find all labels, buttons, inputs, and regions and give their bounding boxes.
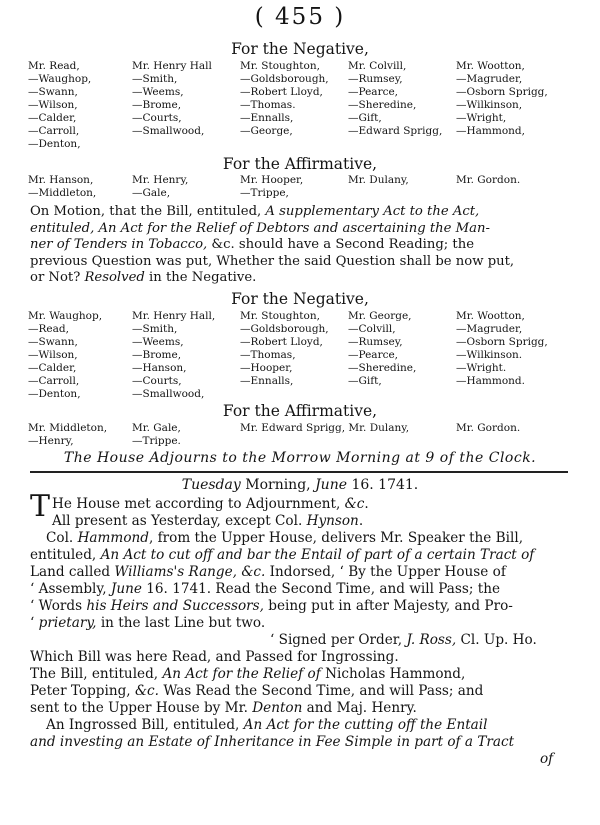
session-date-heading — [0, 476, 600, 494]
italic-run: A supplementary Act to the Act, — [265, 204, 480, 219]
italic-run: Williams's Range, &c. — [114, 564, 266, 580]
vote2-affirmative-heading: For the Affirmative, — [222, 402, 378, 420]
member-name: Mr. Edward Sprigg, Mr. Dulany, — [240, 422, 410, 434]
text-run: Col. — [46, 530, 78, 546]
text-line — [30, 615, 570, 632]
member-name: —Smallwood, — [132, 388, 205, 400]
text-line — [30, 496, 570, 513]
member-name: —George, — [240, 125, 293, 137]
vote2-aff-col-3 — [240, 422, 410, 448]
member-name: —Wilkinson. — [456, 349, 523, 361]
italic-run: of — [540, 751, 554, 767]
text-line — [30, 221, 570, 238]
text-run: and Maj. Henry. — [302, 700, 417, 716]
vote2-negative-heading: For the Negative, — [231, 290, 369, 308]
member-name: —Wright, — [456, 112, 507, 124]
text-line — [30, 734, 570, 751]
italic-run: his Heirs and Successors, — [86, 598, 264, 614]
text-line — [30, 632, 570, 649]
italic-run: &c — [344, 496, 365, 512]
member-name: Mr. Gordon. — [456, 422, 521, 434]
vote1-affirmative-list — [28, 174, 558, 200]
text-line — [30, 237, 570, 254]
text-run: . — [358, 513, 364, 529]
member-name: —Hammond. — [456, 375, 525, 387]
vote2-neg-col-5 — [456, 310, 558, 401]
member-name: —Carroll, — [28, 375, 80, 387]
vote1-neg-col-1 — [28, 60, 132, 151]
vote2-negative-list — [28, 310, 558, 401]
text-run: or Not? — [30, 270, 85, 285]
member-name: —Sheredine, — [348, 362, 417, 374]
member-name: Mr. Henry Hall, — [132, 310, 216, 322]
member-name: Mr. Wootton, — [456, 310, 525, 322]
member-name: —Pearce, — [348, 86, 399, 98]
session-text — [30, 496, 570, 768]
text-line — [30, 717, 570, 734]
text-run: Tuesday — [181, 477, 241, 493]
text-run: in the Negative. — [144, 270, 257, 285]
member-name: —Robert Lloyd, — [240, 336, 323, 348]
member-name: —Read, — [28, 323, 69, 335]
member-name: —Calder, — [28, 362, 77, 374]
member-name: —Denton, — [28, 138, 81, 150]
member-name: Mr. Middleton, — [28, 422, 108, 434]
member-name: Mr. Stoughton, — [240, 310, 320, 322]
text-run: 16. 1741. Read the Second Time, and will Pass; the — [141, 581, 500, 597]
member-name: Mr. Henry Hall — [132, 60, 212, 72]
member-name: —Wilkinson, — [456, 99, 523, 111]
member-name: Mr. Gordon. — [456, 174, 521, 186]
member-name: —Smith, — [132, 73, 178, 85]
text-run: The Bill, entituled, — [30, 666, 163, 682]
text-run: Was Read the Second Time, and will Pass; and — [159, 683, 484, 699]
text-run: An Ingrossed Bill, entituled, — [46, 717, 244, 733]
member-name: —Gift, — [348, 375, 382, 387]
text-run: &c. should have a Second Reading; the — [207, 237, 475, 252]
italic-run: An Act for the Relief of — [162, 666, 321, 682]
text-line — [30, 270, 570, 287]
text-line — [30, 683, 570, 700]
member-name: —Osborn Sprigg, — [456, 336, 548, 348]
vote2-aff-col-1 — [28, 422, 132, 448]
text-line — [30, 564, 570, 581]
vote2-neg-col-3 — [240, 310, 348, 401]
vote1-aff-col-5 — [456, 174, 558, 200]
text-run: Morning, — [240, 477, 316, 493]
vote1-neg-col-4 — [348, 60, 456, 151]
text-run: Nicholas Hammond, — [320, 666, 466, 682]
member-name: —Henry, — [28, 435, 74, 447]
text-line — [30, 598, 570, 615]
member-name: —Magruder, — [456, 323, 523, 335]
member-name: —Brome, — [132, 349, 182, 361]
italic-run: entituled, An Act for the Relief of Debtors and ascertaining the Man- — [30, 220, 490, 236]
member-name: Mr. Dulany, — [348, 174, 409, 186]
text-run: ‘ Assembly, — [30, 581, 111, 597]
member-name: —Wilson, — [28, 99, 78, 111]
italic-run: Hynson — [306, 513, 359, 529]
text-run: entituled, — [30, 547, 101, 563]
vote1-affirmative-heading: For the Affirmative, — [222, 155, 378, 173]
vote1-aff-col-2 — [132, 174, 240, 200]
member-name: Mr. George, — [348, 310, 412, 322]
italic-run: &c. — [134, 683, 159, 699]
member-name: Mr. Waughop, — [28, 310, 103, 322]
vote1-neg-col-2 — [132, 60, 240, 151]
member-name: —Gale, — [132, 187, 171, 199]
member-name: —Colvill, — [348, 323, 396, 335]
text-run: . — [364, 496, 369, 512]
member-name: Mr. Stoughton, — [240, 60, 320, 72]
text-run: ‘ Words — [30, 598, 87, 614]
text-run: On Motion, that the Bill, entituled, — [30, 204, 266, 219]
text-run: He House met according to Adjournment, — [52, 496, 345, 512]
member-name: —Osborn Sprigg, — [456, 86, 548, 98]
text-line — [30, 700, 570, 717]
member-name: Mr. Wootton, — [456, 60, 525, 72]
member-name: Mr. Hanson, — [28, 174, 94, 186]
member-name: —Carroll, — [28, 125, 80, 137]
member-name: —Courts, — [132, 375, 182, 387]
member-name: Mr. Henry, — [132, 174, 189, 186]
member-name: —Brome, — [132, 99, 182, 111]
member-name: —Waughop, — [28, 73, 92, 85]
vote1-neg-col-3 — [240, 60, 348, 151]
member-name: —Trippe, — [240, 187, 289, 199]
member-name: Mr. Read, — [28, 60, 80, 72]
member-name: —Smallwood, — [132, 125, 205, 137]
vote1-negative-heading: For the Negative, — [231, 40, 369, 58]
member-name: —Wright. — [456, 362, 507, 374]
member-name: Mr. Gale, — [132, 422, 181, 434]
italic-run: ner of Tenders in Tobacco, — [30, 237, 208, 252]
vote2-aff-col-5 — [456, 422, 558, 448]
member-name: —Swann, — [28, 86, 78, 98]
vote2-aff-col-2 — [132, 422, 240, 448]
text-run: All present as Yesterday, except Col. — [52, 513, 307, 529]
member-name: —Denton, — [28, 388, 81, 400]
member-name: —Hanson, — [132, 362, 187, 374]
text-run: previous Question was put, Whether the said Question shall be now put, — [30, 253, 515, 269]
member-name: —Thomas. — [240, 99, 296, 111]
text-line — [30, 751, 570, 768]
italic-run: and investing an Estate of Inheritance in Fee Simple in part of a Tract — [30, 734, 515, 750]
text-run: June — [315, 477, 347, 493]
member-name: —Sheredine, — [348, 99, 417, 111]
italic-run: An Act for the cutting off the Entail — [243, 717, 488, 733]
text-line — [30, 547, 570, 564]
italic-run: June — [110, 581, 142, 597]
vote2-neg-col-2 — [132, 310, 240, 401]
vote1-neg-col-5 — [456, 60, 558, 151]
vote1-aff-col-1 — [28, 174, 132, 200]
vote2-neg-col-4 — [348, 310, 456, 401]
member-name: Mr. Hooper, — [240, 174, 304, 186]
member-name: —Goldsborough, — [240, 323, 329, 335]
member-name: —Rumsey, — [348, 336, 403, 348]
member-name: —Pearce, — [348, 349, 399, 361]
vote2-aff-col-4 — [348, 422, 456, 448]
text-run: Peter Topping, — [30, 683, 135, 699]
page-number: ( 455 ) — [254, 4, 346, 30]
text-run: being put in after Majesty, and Pro- — [263, 598, 513, 614]
member-name: —Ennalls, — [240, 112, 294, 124]
text-run: ‘ Signed per Order, — [270, 632, 407, 648]
section-divider — [30, 471, 568, 473]
text-line — [30, 254, 570, 271]
member-name: —Middleton, — [28, 187, 97, 199]
member-name: —Magruder, — [456, 73, 523, 85]
vote2-neg-col-1 — [28, 310, 132, 401]
member-name: —Edward Sprigg, — [348, 125, 443, 137]
text-line — [30, 581, 570, 598]
member-name: —Swann, — [28, 336, 78, 348]
member-name: —Calder, — [28, 112, 77, 124]
text-line — [30, 530, 570, 547]
text-run: ‘ — [30, 615, 39, 631]
text-line — [30, 204, 570, 221]
text-run: sent to the Upper House by Mr. — [30, 700, 253, 716]
member-name: —Smith, — [132, 323, 178, 335]
member-name: —Hammond, — [456, 125, 525, 137]
member-name: —Robert Lloyd, — [240, 86, 323, 98]
member-name: Mr. Colvill, — [348, 60, 407, 72]
italic-run: J. Ross, — [406, 632, 457, 648]
text-line — [30, 666, 570, 683]
member-name: —Gift, — [348, 112, 382, 124]
member-name: —Hooper, — [240, 362, 293, 374]
member-name: —Thomas, — [240, 349, 296, 361]
member-name: —Courts, — [132, 112, 182, 124]
member-name: —Ennalls, — [240, 375, 294, 387]
vote2-affirmative-list — [28, 422, 558, 448]
drop-cap: T — [30, 489, 51, 524]
member-name: —Rumsey, — [348, 73, 403, 85]
text-run: 16. 1741. — [347, 477, 419, 493]
italic-run: Resolved — [84, 270, 145, 285]
text-line — [30, 513, 570, 530]
italic-run: An Act to cut off and bar the Entail of part of a certain Tract of — [100, 547, 535, 563]
italic-run: prietary, — [38, 615, 97, 631]
vote1-negative-list — [28, 60, 558, 151]
text-line — [30, 649, 570, 666]
italic-run: Denton — [252, 700, 303, 716]
vote1-aff-col-3 — [240, 174, 348, 200]
member-name: —Weems, — [132, 86, 184, 98]
text-run: Which Bill was here Read, and Passed for Ingrossing. — [30, 649, 399, 665]
motion-paragraph — [30, 204, 570, 287]
italic-run: Hammond — [77, 530, 149, 546]
adjournment-notice: The House Adjourns to the Morrow Morning at 9 of the Clock. — [63, 450, 537, 466]
text-run: , from the Upper House, delivers Mr. Speaker the Bill, — [148, 530, 524, 546]
text-run: Indorsed, ‘ By the Upper House of — [265, 564, 506, 580]
text-run: Cl. Up. Ho. — [456, 632, 537, 648]
member-name: —Wilson, — [28, 349, 78, 361]
text-run: Land called — [30, 564, 115, 580]
vote1-aff-col-4 — [348, 174, 456, 200]
member-name: —Weems, — [132, 336, 184, 348]
member-name: —Goldsborough, — [240, 73, 329, 85]
text-run: in the last Line but two. — [96, 615, 266, 631]
member-name: —Trippe. — [132, 435, 181, 447]
